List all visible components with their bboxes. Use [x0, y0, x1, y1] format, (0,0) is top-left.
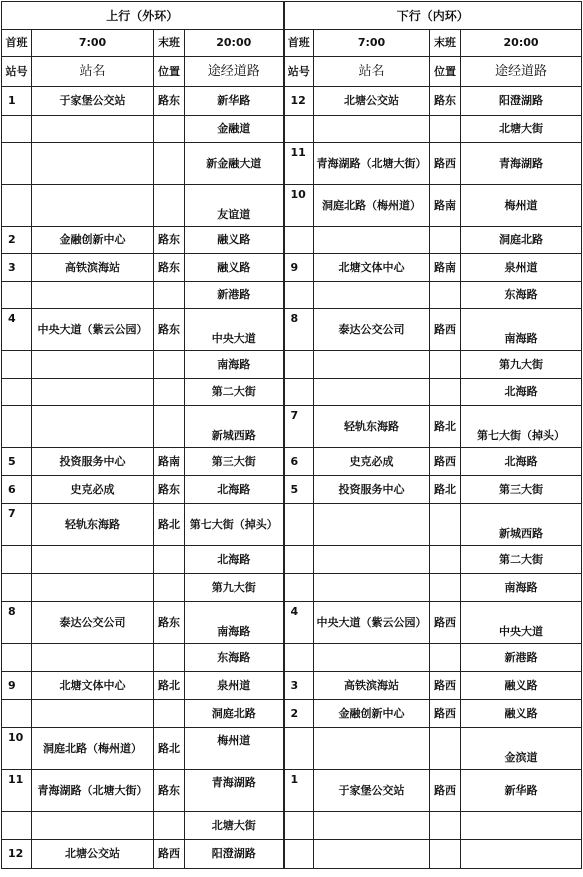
outbound-stop-name: 北塘文体中心	[32, 672, 154, 700]
column-header-row	[2, 57, 582, 87]
schedule-row	[2, 644, 582, 672]
outbound-route-road: 北塘大街	[185, 812, 284, 840]
outbound-route-road: 新金融大道	[185, 143, 284, 185]
inbound-route-road: 梅州道	[461, 185, 582, 227]
inbound-stop-number	[284, 728, 314, 770]
inbound-stop-name	[314, 728, 430, 770]
inbound-stop-number	[284, 282, 314, 309]
outbound-stop-name: 洞庭北路（梅州道）	[32, 728, 154, 770]
outbound-stop-name: 高铁滨海站	[32, 254, 154, 282]
inbound-stop-number	[284, 574, 314, 602]
inbound-stop-position	[430, 227, 461, 254]
inbound-route-road: 北海路	[461, 379, 582, 406]
outbound-stop-name: 于家堡公交站	[32, 87, 154, 116]
outbound-stop-position	[154, 574, 185, 602]
inbound-route-road: 融义路	[461, 700, 582, 728]
inbound-stop-number	[284, 379, 314, 406]
inbound-stop-position	[430, 546, 461, 574]
outbound-route-road: 南海路	[185, 351, 284, 379]
outbound-route-road: 梅州道	[185, 728, 284, 770]
inbound-stop-position: 路北	[430, 476, 461, 504]
outbound-stop-number	[2, 546, 32, 574]
outbound-stop-name	[32, 406, 154, 448]
schedule-row	[2, 574, 582, 602]
inbound-stop-name: 北塘公交站	[314, 87, 430, 116]
outbound-stop-number	[2, 143, 32, 185]
schedule-row	[2, 840, 582, 869]
schedule-row	[2, 227, 582, 254]
inbound-stop-no-header: 站号	[284, 57, 314, 87]
outbound-route-road: 第七大街（掉头）	[185, 504, 284, 546]
inbound-stop-number	[284, 504, 314, 546]
outbound-stop-position: 路东	[154, 309, 185, 351]
inbound-route-road: 南海路	[461, 309, 582, 351]
inbound-stop-name: 中央大道（紫云公园）	[314, 602, 430, 644]
outbound-stop-name: 金融创新中心	[32, 227, 154, 254]
inbound-stop-position: 路西	[430, 770, 461, 812]
inbound-stop-position	[430, 812, 461, 840]
outbound-stop-position: 路东	[154, 770, 185, 812]
schedule-row	[2, 812, 582, 840]
inbound-stop-position	[430, 574, 461, 602]
schedule-row	[2, 379, 582, 406]
outbound-stop-name: 史克必成	[32, 476, 154, 504]
outbound-last-bus-time: 20:00	[185, 30, 284, 57]
schedule-row	[2, 143, 582, 185]
outbound-route-road: 融义路	[185, 254, 284, 282]
inbound-position-header: 位置	[430, 57, 461, 87]
schedule-row	[2, 116, 582, 143]
inbound-first-bus-time: 7:00	[314, 30, 430, 57]
outbound-stop-name	[32, 351, 154, 379]
outbound-stop-name	[32, 379, 154, 406]
inbound-stop-position: 路南	[430, 185, 461, 227]
inbound-stop-position	[430, 379, 461, 406]
outbound-last-bus-label: 末班	[154, 30, 185, 57]
outbound-stop-position: 路北	[154, 504, 185, 546]
outbound-stop-position	[154, 406, 185, 448]
inbound-stop-name: 于家堡公交站	[314, 770, 430, 812]
inbound-stop-name: 史克必成	[314, 448, 430, 476]
inbound-last-bus-time: 20:00	[461, 30, 582, 57]
inbound-stop-number	[284, 546, 314, 574]
schedule-row	[2, 602, 582, 644]
inbound-stop-number	[284, 644, 314, 672]
outbound-stop-number	[2, 185, 32, 227]
inbound-stop-name	[314, 504, 430, 546]
inbound-stop-name: 洞庭北路（梅州道）	[314, 185, 430, 227]
inbound-stop-number: 1	[284, 770, 314, 812]
outbound-stop-name: 轻轨东海路	[32, 504, 154, 546]
outbound-stop-name-header: 站名	[32, 57, 154, 87]
inbound-stop-name	[314, 840, 430, 869]
outbound-stop-position	[154, 351, 185, 379]
outbound-stop-name: 北塘公交站	[32, 840, 154, 869]
outbound-stop-position: 路北	[154, 672, 185, 700]
inbound-stop-position: 路西	[430, 143, 461, 185]
outbound-stop-number	[2, 379, 32, 406]
outbound-stop-number	[2, 574, 32, 602]
outbound-stop-name	[32, 700, 154, 728]
outbound-stop-number: 7	[2, 504, 32, 546]
inbound-route-road	[461, 812, 582, 840]
inbound-stop-number: 6	[284, 448, 314, 476]
outbound-stop-position: 路东	[154, 87, 185, 116]
inbound-stop-number: 7	[284, 406, 314, 448]
inbound-route-road: 中央大道	[461, 602, 582, 644]
outbound-route-roads-header: 途经道路	[185, 57, 284, 87]
inbound-stop-name	[314, 351, 430, 379]
inbound-stop-number: 10	[284, 185, 314, 227]
inbound-stop-name	[314, 227, 430, 254]
outbound-route-road: 洞庭北路	[185, 700, 284, 728]
inbound-stop-number: 5	[284, 476, 314, 504]
outbound-stop-position	[154, 185, 185, 227]
inbound-stop-name-header: 站名	[314, 57, 430, 87]
inbound-route-road: 新城西路	[461, 504, 582, 546]
outbound-stop-name: 投资服务中心	[32, 448, 154, 476]
inbound-stop-position: 路西	[430, 700, 461, 728]
outbound-route-road: 青海湖路	[185, 770, 284, 812]
inbound-stop-number	[284, 351, 314, 379]
outbound-route-road: 新华路	[185, 87, 284, 116]
inbound-route-road	[461, 840, 582, 869]
outbound-stop-name: 中央大道（紫云公园）	[32, 309, 154, 351]
outbound-stop-number: 11	[2, 770, 32, 812]
inbound-route-roads-header: 途经道路	[461, 57, 582, 87]
outbound-stop-number	[2, 351, 32, 379]
inbound-stop-position	[430, 504, 461, 546]
schedule-row	[2, 504, 582, 546]
inbound-stop-position	[430, 351, 461, 379]
outbound-route-road: 南海路	[185, 602, 284, 644]
schedule-row	[2, 87, 582, 116]
inbound-stop-name: 泰达公交公司	[314, 309, 430, 351]
inbound-route-road: 阳澄湖路	[461, 87, 582, 116]
inbound-route-road: 第九大街	[461, 351, 582, 379]
outbound-stop-position	[154, 282, 185, 309]
outbound-stop-name	[32, 546, 154, 574]
outbound-stop-name	[32, 812, 154, 840]
outbound-route-road: 阳澄湖路	[185, 840, 284, 869]
schedule-row	[2, 700, 582, 728]
schedule-row	[2, 546, 582, 574]
inbound-stop-position: 路西	[430, 672, 461, 700]
outbound-route-road: 泉州道	[185, 672, 284, 700]
inbound-route-road: 第二大街	[461, 546, 582, 574]
schedule-row	[2, 448, 582, 476]
inbound-stop-name: 北塘文体中心	[314, 254, 430, 282]
outbound-stop-number: 10	[2, 728, 32, 770]
inbound-stop-number: 3	[284, 672, 314, 700]
inbound-stop-name: 高铁滨海站	[314, 672, 430, 700]
outbound-position-header: 位置	[154, 57, 185, 87]
outbound-stop-position	[154, 143, 185, 185]
outbound-stop-name	[32, 116, 154, 143]
inbound-route-road: 新港路	[461, 644, 582, 672]
inbound-stop-name	[314, 546, 430, 574]
inbound-stop-position: 路南	[430, 254, 461, 282]
outbound-stop-number: 8	[2, 602, 32, 644]
outbound-stop-number: 3	[2, 254, 32, 282]
outbound-stop-position: 路东	[154, 602, 185, 644]
outbound-stop-position: 路东	[154, 476, 185, 504]
outbound-route-road: 友谊道	[185, 185, 284, 227]
inbound-stop-number	[284, 116, 314, 143]
outbound-route-road: 东海路	[185, 644, 284, 672]
outbound-stop-position: 路西	[154, 840, 185, 869]
schedule-row	[2, 282, 582, 309]
outbound-stop-number: 6	[2, 476, 32, 504]
outbound-stop-position: 路东	[154, 227, 185, 254]
inbound-stop-position: 路西	[430, 448, 461, 476]
outbound-stop-position	[154, 812, 185, 840]
outbound-route-road: 新港路	[185, 282, 284, 309]
outbound-route-road: 第二大街	[185, 379, 284, 406]
schedule-row	[2, 254, 582, 282]
schedule-row	[2, 185, 582, 227]
outbound-stop-position	[154, 700, 185, 728]
inbound-stop-name	[314, 282, 430, 309]
inbound-route-road: 洞庭北路	[461, 227, 582, 254]
outbound-stop-number	[2, 282, 32, 309]
inbound-route-road: 新华路	[461, 770, 582, 812]
inbound-stop-number: 9	[284, 254, 314, 282]
inbound-stop-number: 4	[284, 602, 314, 644]
outbound-route-road: 融义路	[185, 227, 284, 254]
inbound-stop-position: 路东	[430, 87, 461, 116]
inbound-stop-name	[314, 379, 430, 406]
inbound-stop-position	[430, 644, 461, 672]
inbound-stop-number	[284, 840, 314, 869]
inbound-route-road: 第七大街（掉头）	[461, 406, 582, 448]
schedule-row	[2, 476, 582, 504]
bus-schedule-table	[1, 1, 582, 869]
outbound-route-road: 金融道	[185, 116, 284, 143]
inbound-stop-position	[430, 728, 461, 770]
inbound-stop-number: 2	[284, 700, 314, 728]
schedule-row	[2, 672, 582, 700]
outbound-first-bus-time: 7:00	[32, 30, 154, 57]
inbound-route-road: 第三大街	[461, 476, 582, 504]
inbound-direction-header: 下行（内环）	[284, 2, 582, 30]
inbound-stop-position: 路北	[430, 406, 461, 448]
outbound-route-road: 第三大街	[185, 448, 284, 476]
inbound-stop-name: 青海湖路（北塘大街）	[314, 143, 430, 185]
schedule-row	[2, 406, 582, 448]
inbound-stop-name: 轻轨东海路	[314, 406, 430, 448]
outbound-route-road: 北海路	[185, 476, 284, 504]
outbound-stop-number: 9	[2, 672, 32, 700]
schedule-row	[2, 728, 582, 770]
outbound-route-road: 北海路	[185, 546, 284, 574]
outbound-route-road: 新城西路	[185, 406, 284, 448]
schedule-row	[2, 351, 582, 379]
inbound-route-road: 东海路	[461, 282, 582, 309]
inbound-route-road: 北海路	[461, 448, 582, 476]
outbound-stop-number	[2, 406, 32, 448]
inbound-route-road: 北塘大街	[461, 116, 582, 143]
outbound-stop-name	[32, 644, 154, 672]
inbound-route-road: 融义路	[461, 672, 582, 700]
inbound-stop-number	[284, 812, 314, 840]
outbound-stop-position: 路北	[154, 728, 185, 770]
outbound-stop-name	[32, 185, 154, 227]
inbound-stop-name	[314, 812, 430, 840]
outbound-stop-number: 12	[2, 840, 32, 869]
inbound-stop-number: 8	[284, 309, 314, 351]
inbound-stop-number: 12	[284, 87, 314, 116]
outbound-stop-position	[154, 644, 185, 672]
time-row	[2, 30, 582, 57]
outbound-stop-number: 4	[2, 309, 32, 351]
inbound-stop-number: 11	[284, 143, 314, 185]
inbound-stop-position: 路西	[430, 309, 461, 351]
schedule-row	[2, 770, 582, 812]
outbound-stop-position	[154, 546, 185, 574]
outbound-stop-position	[154, 116, 185, 143]
inbound-stop-position	[430, 116, 461, 143]
inbound-stop-position: 路西	[430, 602, 461, 644]
schedule-row	[2, 309, 582, 351]
outbound-stop-no-header: 站号	[2, 57, 32, 87]
outbound-stop-number	[2, 116, 32, 143]
outbound-stop-number	[2, 812, 32, 840]
direction-header-row	[2, 2, 582, 30]
inbound-stop-position	[430, 282, 461, 309]
inbound-stop-number	[284, 227, 314, 254]
inbound-route-road: 青海湖路	[461, 143, 582, 185]
inbound-first-bus-label: 首班	[284, 30, 314, 57]
inbound-last-bus-label: 末班	[430, 30, 461, 57]
outbound-stop-name: 青海湖路（北塘大街）	[32, 770, 154, 812]
inbound-stop-name	[314, 644, 430, 672]
outbound-stop-name	[32, 282, 154, 309]
outbound-stop-position: 路南	[154, 448, 185, 476]
outbound-direction-header: 上行（外环）	[2, 2, 284, 30]
outbound-stop-position: 路东	[154, 254, 185, 282]
inbound-route-road: 金滨道	[461, 728, 582, 770]
outbound-stop-number: 2	[2, 227, 32, 254]
outbound-first-bus-label: 首班	[2, 30, 32, 57]
outbound-route-road: 第九大街	[185, 574, 284, 602]
inbound-stop-name: 投资服务中心	[314, 476, 430, 504]
inbound-stop-position	[430, 840, 461, 869]
outbound-stop-name	[32, 574, 154, 602]
outbound-stop-number	[2, 700, 32, 728]
outbound-stop-name	[32, 143, 154, 185]
outbound-stop-name: 泰达公交公司	[32, 602, 154, 644]
inbound-stop-name	[314, 574, 430, 602]
inbound-route-road: 南海路	[461, 574, 582, 602]
inbound-stop-name: 金融创新中心	[314, 700, 430, 728]
outbound-stop-number	[2, 644, 32, 672]
outbound-stop-number: 5	[2, 448, 32, 476]
inbound-stop-name	[314, 116, 430, 143]
outbound-route-road: 中央大道	[185, 309, 284, 351]
outbound-stop-number: 1	[2, 87, 32, 116]
inbound-route-road: 泉州道	[461, 254, 582, 282]
outbound-stop-position	[154, 379, 185, 406]
